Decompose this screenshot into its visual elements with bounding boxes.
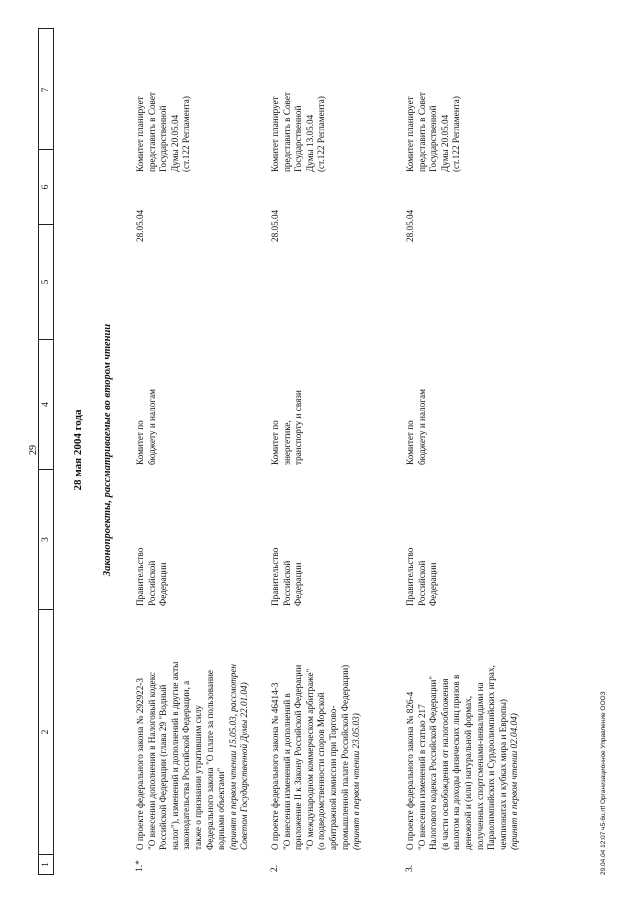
- text-line: Комитет планирует: [270, 96, 280, 172]
- section-heading: Законопроекты, рассматриваемые во втором чтении: [102, 323, 113, 577]
- bill-title: [270, 618, 363, 850]
- text-line: "О внесении изменений в статью 217: [416, 704, 427, 850]
- text-line: "О международном коммерческом арбитраже": [304, 668, 315, 850]
- text-line: Правительство: [405, 547, 415, 606]
- text-line: "О внесении дополнения в Налоговый кодекс: [146, 671, 157, 850]
- text-line: Думы 13.05.04: [304, 114, 315, 172]
- column-header-6: 6: [39, 149, 53, 224]
- text-line: Российской: [281, 560, 292, 606]
- text-line: бюджету и налогам: [416, 389, 427, 465]
- text-line: промышленной палате Российской Федерации): [339, 664, 350, 850]
- text-line: Советом Государственной Думы 22.01.04): [239, 682, 250, 850]
- responsible-committee: [405, 375, 428, 465]
- text-line: Комитет планирует: [135, 96, 145, 172]
- text-line: "О внесении изменений и дополнений в: [281, 693, 292, 850]
- review-date: 28.05.04: [135, 209, 145, 242]
- text-line: приложение II к Закону Российской Федерации: [293, 664, 304, 850]
- table-header: [38, 28, 54, 875]
- text-line: (ст.122 Регламента): [316, 96, 327, 172]
- text-line: бюджету и налогам: [146, 389, 157, 465]
- text-line: арбитражной комиссии при Торгово-: [327, 705, 338, 850]
- text-line: представить в Совет: [146, 92, 157, 172]
- text-line: водными объектами": [216, 767, 227, 850]
- column-header-7: 7: [41, 87, 51, 93]
- review-date: 28.05.04: [270, 209, 280, 242]
- text-line: Федерации: [428, 562, 439, 606]
- text-line: Российской: [416, 560, 427, 606]
- text-line: Федерации: [158, 562, 169, 606]
- text-line: энергетике,: [281, 420, 292, 465]
- text-line: Комитет по: [135, 420, 145, 465]
- column-header-1: 1: [39, 854, 53, 874]
- column-header-4: 4: [39, 339, 53, 469]
- bill-title: [135, 618, 251, 850]
- text-line: Комитет по: [405, 420, 415, 465]
- text-line: Налогового кодекса Российской Федерации": [428, 676, 439, 850]
- text-line: законодательства Российской Федерации, а: [181, 680, 192, 850]
- text-line: представить в Совет: [281, 92, 292, 172]
- column-header-5: 5: [39, 224, 53, 339]
- date-heading: 28 мая 2004 года: [72, 409, 84, 491]
- row-number: 3.: [405, 864, 415, 872]
- column-header-3: 3: [39, 469, 53, 609]
- text-line: Параолимпийских и Сурдоолимпийских играх,: [486, 665, 497, 850]
- text-line: Государственной: [428, 105, 439, 172]
- text-line: (принят в первом чтении 23.05.03): [351, 713, 362, 850]
- responsible-committee: [135, 375, 158, 465]
- initiator: [405, 514, 440, 606]
- text-line: Комитет по: [270, 420, 280, 465]
- text-line: (ст.122 Регламента): [181, 96, 192, 172]
- text-line: О проекте федерального закона № 826-4: [405, 691, 415, 850]
- row-number: 1.*: [135, 860, 145, 872]
- text-line: денежной и (или) натуральной формах,: [462, 695, 473, 850]
- text-line: Российской: [146, 560, 157, 606]
- text-line: О проекте федерального закона № 292922-3: [135, 678, 145, 850]
- text-line: полученных спортсменами-инвалидами на: [474, 682, 485, 850]
- text-line: (принят в первом чтении 15.05.03, рассмотрен: [227, 664, 238, 850]
- text-line: (о подведомственности споров Морской: [316, 692, 327, 850]
- initiator: [135, 514, 170, 606]
- text-line: Думы 20.05.04: [169, 114, 180, 172]
- text-line: Государственной: [158, 105, 169, 172]
- page-number: 29: [28, 445, 39, 455]
- text-line: О проекте федерального закона № 46414-3: [270, 682, 280, 850]
- text-line: налог"), изменений и дополнений в другие акты: [169, 661, 180, 850]
- row-number: 2.: [270, 864, 280, 872]
- text-line: налогом на доходы физических лиц призов в: [451, 674, 462, 850]
- text-line: Правительство: [135, 547, 145, 606]
- text-line: (принят в первом чтении 02.04.04): [509, 713, 520, 850]
- text-line: Российской Федерации (глава 29 "Водный: [158, 684, 169, 850]
- text-line: Правительство: [270, 547, 280, 606]
- text-line: транспорту и связи: [293, 390, 304, 465]
- text-line: чемпионатах и кубках мира и Европы): [497, 699, 508, 850]
- text-line: Федерального закона "О плате за пользование: [204, 670, 215, 850]
- text-line: Думы 20.05.04: [439, 114, 450, 172]
- text-line: (ст.122 Регламента): [451, 96, 462, 172]
- text-line: (в части освобождения от налогообложения: [439, 678, 450, 850]
- text-line: представить в Совет: [416, 92, 427, 172]
- text-line: также о признании утратившим силу: [192, 705, 203, 850]
- responsible-committee: [270, 375, 305, 465]
- text-line: Федерации: [293, 562, 304, 606]
- committee-note: [405, 62, 463, 172]
- committee-note: [270, 62, 328, 172]
- column-header-2: 2: [39, 609, 53, 854]
- text-line: Государственной: [293, 105, 304, 172]
- committee-note: [135, 62, 193, 172]
- footer-meta: 29.04.04 12:07 ч5-6u.rtf Организационное Управление ОООЗ: [600, 691, 607, 875]
- text-line: Комитет планирует: [405, 96, 415, 172]
- bill-title: [405, 618, 521, 850]
- review-date: 28.05.04: [405, 209, 415, 242]
- initiator: [270, 514, 305, 606]
